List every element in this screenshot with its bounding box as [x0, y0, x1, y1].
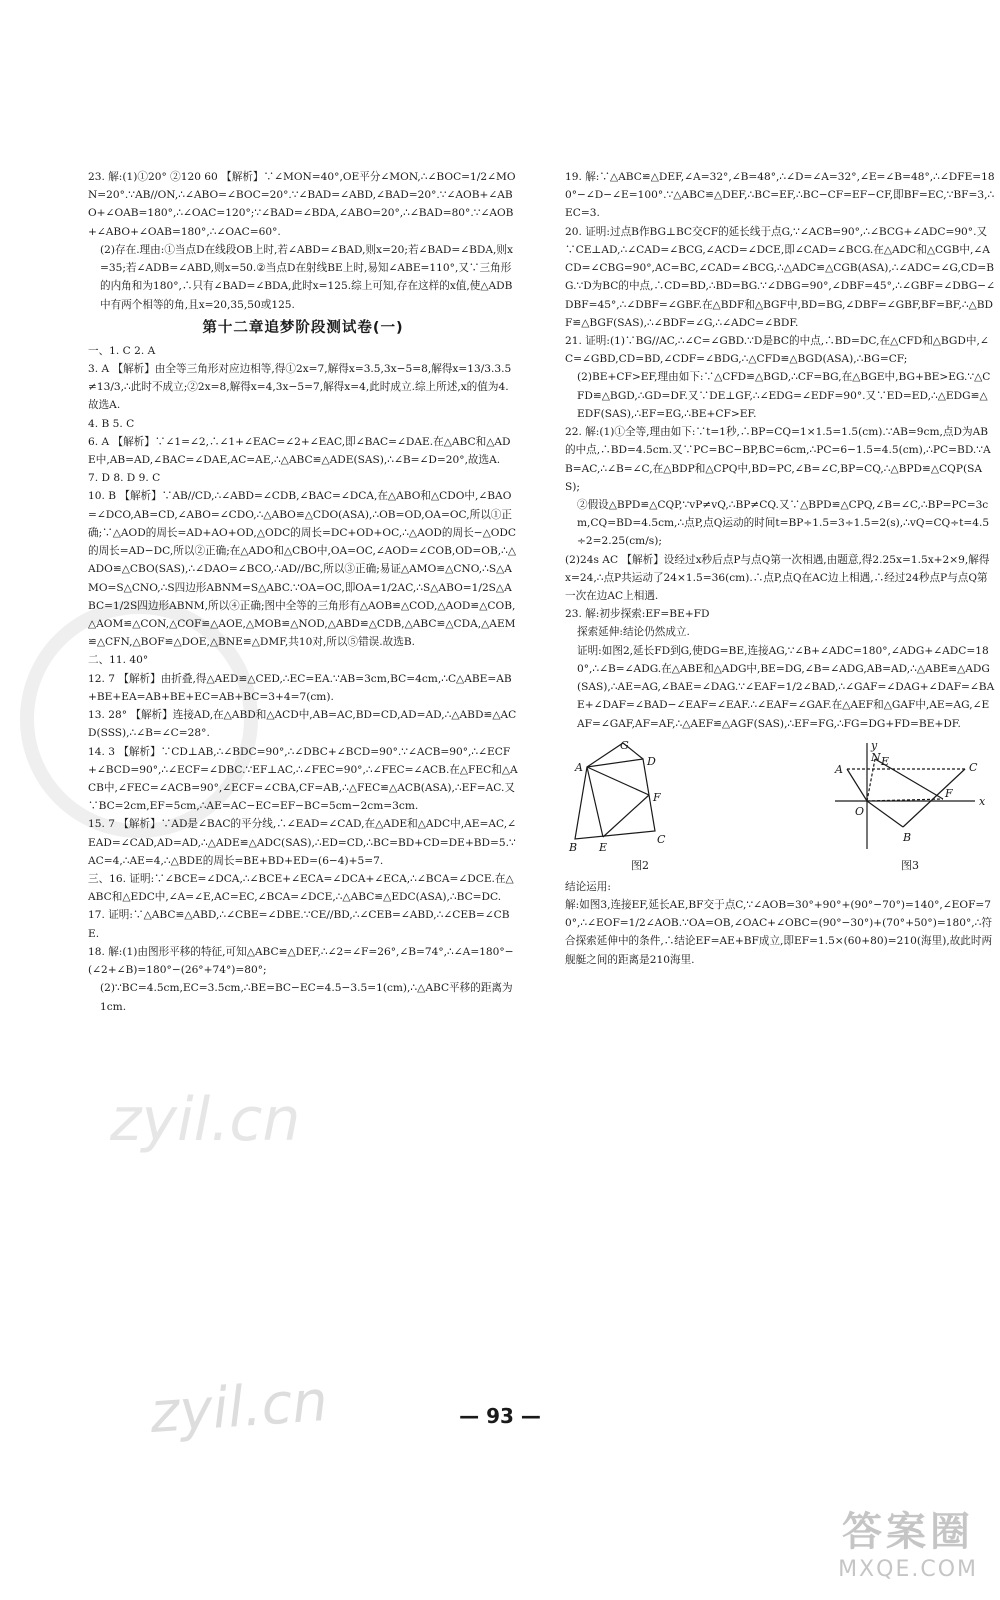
corner-logo-text: 答案圈: [842, 1509, 975, 1555]
answer-22-part2: ②假设△BPD≌△CQP,∵vP≠vQ,∴BP≠CQ.又∵△BPD≌△CPQ,∠B=∠C,∴BP=PC=3cm,CQ=BD=4.5cm,∴点P,点Q运动的时间t=BP÷1.5=3÷1.5=2(s),∴vQ=CQ÷t=4.5÷2=2.25(cm/s);: [577, 498, 990, 548]
fig3-label-y: y: [871, 738, 878, 752]
answer-23-part1: 23. 解:(1)①20° ②120 60 【解析】∵∠MON=40°,OE平分∠MON,∴∠BOC=1/2∠MON=20°.∵AB//ON,∴∠ABO=∠BOC=20°.∵∠BAD=∠ABD,∠BAD=20°.∵∠AOB+∠ABO+∠OAB=180°,∴∠OAC=120°;∵∠BAD=∠BDA,∠ABO=20°,∴∠BAD=80°.∵∠AOB+∠ABO+∠OAB=180°,∴∠OAC=60°.: [88, 171, 516, 238]
answer-20: 20. 证明:过点B作BG⊥BC交CF的延长线于点G,∵∠ACB=90°,∴∠BCG+∠ADC=90°.又∵CE⊥AD,∴∠CAD=∠BCG,∠ACD=∠DCE,即∠CAD=∠BCG.在△ADC和△CGB中,∠ACD=∠CBG=90°,AC=BC,∠CAD=∠BCG,∴△ADC≌△CGB(ASA),∴∠ADC=∠G,CD=BG.∵D为BC的中点,∴CD=BD,∴BD=BG.∵∠DBG=90°,∠DBF=45°,∴∠GBF=∠DBG−∠DBF=45°,∴∠DBF=∠GBF.在△BDF和△BGF中,BD=BG,∠DBF=∠GBF,BF=BF,∴△BDF≌△BGF(SAS),∴∠BDF=∠G,∴∠ADC=∠BDF.: [565, 225, 995, 329]
fig3-label-x: x: [979, 794, 986, 808]
conclusion-application-body: 解:如图3,连接EF,延长AE,BF交于点C,∵∠AOB=30°+90°+(90°−70°)=140°,∠EOF=70°,∴∠EOF=1/2∠AOB.∵OA=OB,∠OAC+∠OBC=(90°−30°)+(70°+50°)=180°,∴符合探索延伸中的条件,∴结论EF=AE+BF成立,即EF=1.5×(60+80)=210(海里),故此时两舰艇之间的距离是210海里.: [565, 898, 993, 966]
page-number: — 93 —: [459, 1404, 541, 1428]
fig2-label-b: B: [569, 840, 578, 854]
corner-logo-url: MXQE.COM: [838, 1557, 978, 1582]
answer-13: 13. 28° 【解析】连接AD,在△ABD和△ACD中,AB=AC,BD=CD,AD=AD,∴△ABD≌△ACD(SSS),∴∠B=∠C=28°.: [88, 709, 517, 740]
answer-16: 三、16. 证明:∵∠BCE=∠DCA,∴∠BCE+∠ECA=∠DCA+∠ECA,∴∠BCA=∠DCE.在△ABC和△EDC中,∠A=∠E,AC=EC,∠BCA=∠DCE,∴△ABC≌△EDC(ASA),∴BC=DC.: [88, 873, 514, 904]
answer-3: 3. A 【解析】由全等三角形对应边相等,得①2x=7,解得x=3.5,3x−5=8,解得x=13/3.3.5≠13/3,∴此时不成立;②2x=8,解得x=4,3x−5=7,解得x=4,此时成立.综上所述,x的值为4.故选A.: [88, 362, 512, 412]
fig2-line-ae: [587, 767, 603, 837]
answer-21-part1: 21. 证明:(1)∵BG//AC,∴∠C=∠GBD.∵D是BC的中点,∴BD=DC,在△CFD和△BGD中,∠C=∠GBD,CD=BD,∠CDF=∠BDG,∴△CFD≌△BGD(ASA),∴BG=CF;: [565, 334, 989, 366]
fig3-line-bc: [903, 769, 965, 827]
site-watermark-middle: zyil.cn: [110, 1085, 301, 1155]
fig3-label-n: N: [871, 750, 881, 764]
fig2-line-ef: [603, 795, 649, 837]
fig3-line-oa: [847, 769, 867, 801]
answer-15: 15. 7 【解析】∵AD是∠BAC的平分线,∴∠EAD=∠CAD,在△ADE和△ADC中,AE=AC,∠EAD=∠CAD,AD=AD,∴△ADE≌△ADC(SAS),∴ED=CD,∴BC=BD+CD=DE+BD=5.∵AC=4,∴AE=4,∴△BDE的周长=BE+BD+ED=(6−4)+5=7.: [88, 818, 516, 867]
fig3-label-a: A: [835, 762, 843, 776]
fig2-label-g: G: [620, 738, 629, 752]
fig2-label-f: F: [653, 790, 661, 804]
answer-10: 10. B 【解析】∵AB//CD,∴∠ABD=∠CDB,∠BAC=∠DCA,在△ABO和△CDO中,∠BAO=∠DCO,AB=CD,∠ABO=∠CDO,∴△ABO≌△CDO(ASA),∴OB=OD,OA=OC,所以①正确;∵△AOD的周长=AD+AO+OD,△ODC的周长=DC+OD+OC,∴△AOD的周长−△ODC的周长=AD−DC,所以②正确;在△ADO和△CBO中,OA=OC,∠AOD=∠COB,OD=OB,∴△ADO≌△CBO(SAS),∴∠DAO=∠BCO,∴AD//BC,所以③正确;易证△AMO≌△CNO,∴S△AMO=S△CNO,∴S四边形ABNM=S△ABC.∵OA=OC,即OA=1/2AC,∴S△ABO=1/2S△ABC=1/2S四边形ABNM,所以④正确;图中全等的三角形有△AOB≌△COD,△AOD≌△COB,△AOM≌△CON,△COF≌△AOE,△MOB≌△NOD,△ABD≌△CDB,△ABC≌△CDA,△AEM≌△CFN,△BOF≌△DOE,△BNE≌△DMF,共10对,所以⑤错误.故选B.: [88, 490, 517, 649]
answer-23-extension: 探索延伸:结论仍然成立.: [577, 626, 690, 639]
fig3-label-f: F: [945, 786, 953, 800]
answer-22-part3: (2)24s AC 【解析】设经过x秒后点P与点Q第一次相遇,由题意,得2.25x=1.5x+2×9,解得x=24,∴点P共运动了24×1.5=36(cm).∴点P,点Q在AC边上相遇,∴经过24秒点P与点Q第一次在边AC上相遇.: [565, 553, 990, 603]
fig2-line-ag: [587, 743, 623, 767]
figures-row: [565, 739, 995, 876]
fig2-label-a: A: [575, 760, 583, 774]
figure-3-caption: 图3: [901, 858, 919, 872]
fig3-label-b: B: [903, 830, 912, 844]
fig2-label-e: E: [599, 840, 608, 854]
fig3-line-ob: [867, 801, 903, 827]
answer-23-part2: (2)存在.理由:①当点D在线段OB上时,若∠ABD=∠BAD,则x=20;若∠BAD=∠BDA,则x=35;若∠ADB=∠ABD,则x=50.②当点D在射线BE上时,易知∠ABE=110°,又∵三角形的内角和为180°,∴只有∠BAD=∠BDA,此时x=125.综上可知,存在这样的x值,使△ADB中有两个相等的角,且x=20,35,50或125.: [100, 243, 513, 311]
fig3-label-o: O: [855, 804, 865, 818]
answer-22-part1: 22. 解:(1)①全等,理由如下:∵t=1秒,∴BP=CQ=1×1.5=1.5(cm).∵AB=9cm,点D为AB的中点,∴BD=4.5cm.又∵PC=BC−BP,BC=6cm,∴PC=6−1.5=4.5(cm),∴PC=BD.∵AB=AC,∴∠B=∠C,在△BDP和△CPQ中,BD=PC,∠B=∠C,BP=CQ,∴△BPD≌△CQP(SAS);: [565, 426, 991, 493]
left-column: [88, 168, 518, 1016]
fig3-label-c: C: [969, 760, 978, 774]
corner-logo-watermark: [838, 1500, 978, 1582]
conclusion-application-heading: 结论运用:: [565, 880, 611, 893]
fig3-line-oe: [867, 759, 875, 801]
fig3-label-e: E: [881, 754, 890, 768]
answer-7-9: 7. D 8. D 9. C: [88, 472, 161, 485]
answer-18-part2: (2)∵BC=4.5cm,EC=3.5cm,∴BE=BC−EC=4.5−3.5=1(cm),∴△ABC平移的距离为1cm.: [100, 982, 513, 1013]
fig2-line-af: [587, 767, 649, 795]
answer-18-part1: 18. 解:(1)由图形平移的特征,可知△ABC≌△DEF,∴∠2=∠F=26°,∠B=74°,∴∠A=180°−(∠2+∠B)=180°−(26°+74°)=80°;: [88, 945, 514, 977]
site-watermark-bottom: zyil.cn: [147, 1368, 330, 1447]
answer-21-part2: (2)BE+CF>EF,理由如下:∵△CFD≌△BGD,∴CF=BG,在△BGE中,BG+BE>EG.∵△CFD≌△BGD,∴GD=DF.又∵DE⊥GF,∴∠EDG=∠EDF=90°.又∵ED=ED,∴△EDG≌△EDF(SAS),∴EF=EG,∴BE+CF>EF.: [577, 371, 991, 420]
fig2-label-c: C: [657, 832, 666, 846]
figure-2-caption: 图2: [631, 858, 649, 872]
answer-14: 14. 3 【解析】∵CD⊥AB,∴∠BDC=90°,∴∠DBC+∠BCD=90°.∵∠ACB=90°,∴∠ECF+∠BCD=90°,∴∠ECF=∠DBC.∵EF⊥AC,∴∠FEC=90°,∴∠FEC=∠ACB.在△FEC和△ACB中,∠FEC=∠ACB=90°,∠ECF=∠CBA,CF=AB,∴△FEC≌△ACB(ASA),∴EF=AC.又∵BC=2cm,EF=5cm,∴AE=AC−EC=EF−BC=5cm−2cm=3cm.: [88, 745, 518, 813]
answer-19: 19. 解:∵△ABC≌△DEF,∠A=32°,∠B=48°,∴∠D=∠A=32°,∠E=∠B=48°,∴∠DFE=180°−∠D−∠E=100°.∵△ABC≌△DEF,∴BC=EF,∴BC−CF=EF−CF,即BF=EC,∵BF=3,∴EC=3.: [565, 171, 995, 220]
figure-2: [565, 739, 715, 876]
fig2-label-d: D: [647, 754, 656, 768]
figure-3: [825, 739, 995, 876]
answer-12: 12. 7 【解析】由折叠,得△AED≌△CED,∴EC=EA.∵AB=3cm,BC=4cm,∴C△ABE=AB+BE+EA=AB+BE+EC=AB+BC=3+4=7(cm).: [88, 672, 512, 703]
section-title: 第十二章追梦阶段测试卷(一): [202, 319, 404, 336]
figure-2-diagram: [565, 739, 715, 857]
right-column: [565, 168, 995, 969]
fig2-quadrilateral: [575, 759, 655, 839]
answer-11: 二、11. 40°: [88, 654, 149, 667]
answer-6: 6. A 【解析】∵∠1=∠2,∴∠1+∠EAC=∠2+∠EAC,即∠BAC=∠DAE.在△ABC和△ADE中,AB=AD,∠BAC=∠DAE,AC=AE,∴△ABC≌△ADE(SAS),∴∠B=∠D=20°,故选A.: [88, 435, 511, 466]
answer-4-5: 4. B 5. C: [88, 417, 135, 430]
answer-17: 17. 证明:∵△ABC≌△ABD,∴∠CBE=∠DBE.∵CE//BD,∴∠CEB=∠ABD,∴∠CEB=∠CBE.: [88, 909, 510, 940]
answer-1-2: 一、1. C 2. A: [88, 344, 156, 357]
answer-23-initial: 23. 解:初步探索:EF=BE+FD: [565, 608, 710, 621]
figure-3-diagram: [825, 739, 995, 857]
answer-23-proof: 证明:如图2,延长FD到G,使DG=BE,连接AG,∵∠B+∠ADC=180°,∠ADG+∠ADC=180°,∴∠B=∠ADG.在△ABE和△ADG中,BE=DG,∠B=∠ADG,AB=AD,∴△ABE≌△ADG(SAS),∴AE=AG,∠BAE=∠DAG.∵∠EAF=1/2∠BAD,∴∠GAF=∠DAG+∠DAF=∠BAE+∠DAF=∠BAD−∠EAF=∠EAF.∴∠EAF=∠GAF.在△AEF和△GAF中,AE=AG,∠EAF=∠GAF,AF=AF,∴△AEF≌△AGF(SAS),∴EF=FG,∴FG=DG+FD=BE+DF.: [577, 644, 995, 730]
